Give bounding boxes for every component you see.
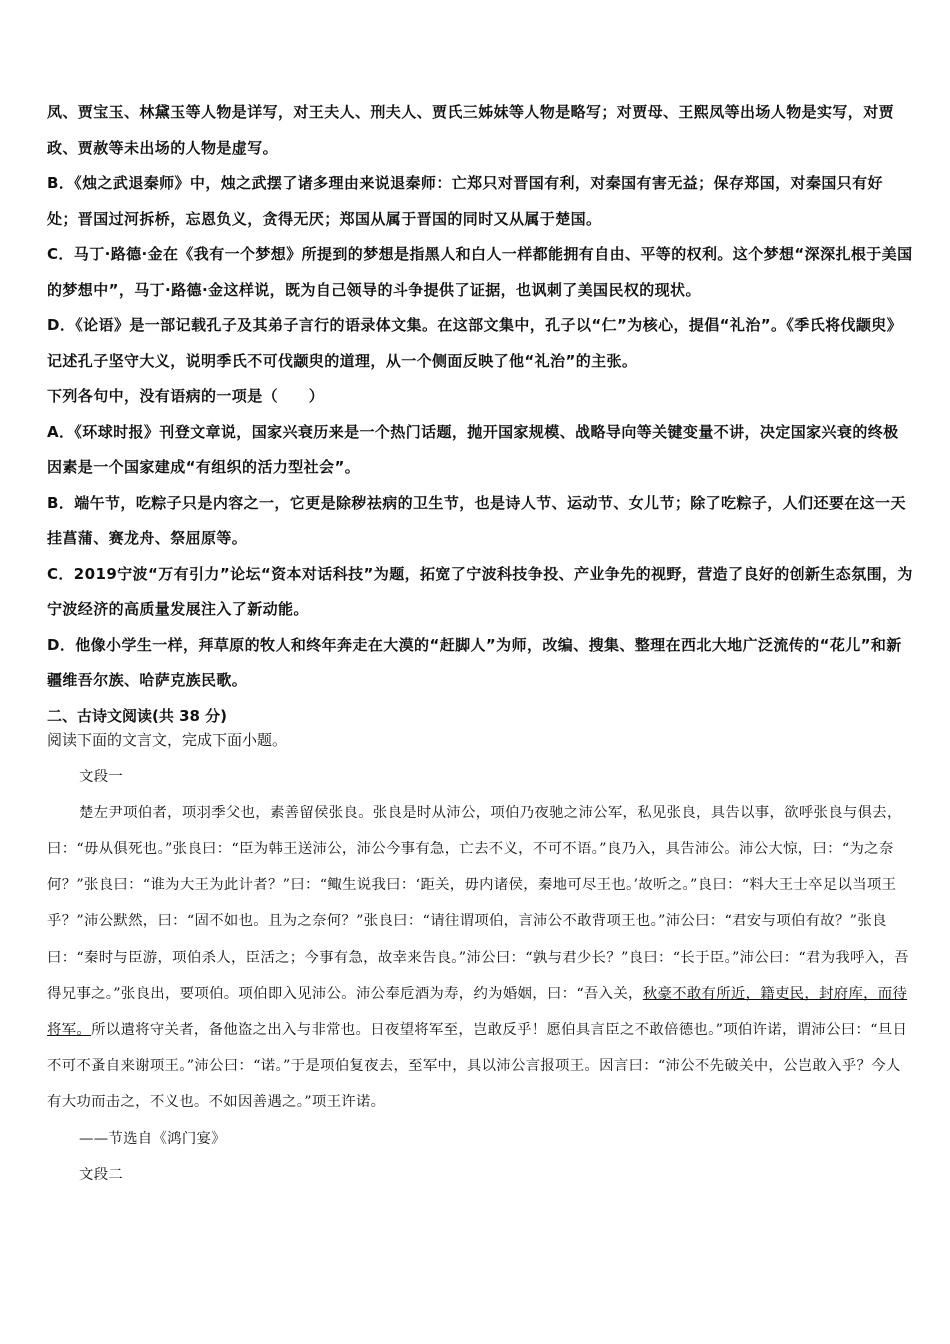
passage-1-source: ——节选自《鸿门宴》: [79, 1130, 226, 1147]
document-page: [47, 0, 913, 1193]
section-2-title: 二、古诗文阅读(共 38 分): [47, 706, 228, 725]
passage-1: [47, 759, 913, 1193]
question-1-option-d: D．《论语》是一部记载孔子及其弟子言行的语录体文集。在这部文集中，孔子以“仁”为核心，提倡“礼治”。《季氏将伐颛臾》记述孔子坚守大义，说明季氏不可伐颛臾的道理，从一个侧面反映了他“礼治”的主张。: [47, 316, 903, 370]
question-2-option-d: D．他像小学生一样，拜草原的牧人和终年奔走在大漠的“赶脚人”为师，改编、搜集、整理在西北大地广泛流传的“花儿”和新疆维吾尔族、哈萨克族民歌。: [47, 635, 902, 689]
question-2-option-c: C．2019宁波“万有引力”论坛“资本对话科技”为题，拓宽了宁波科技争投、产业争先的视野，营造了良好的创新生态氛围，为宁波经济的高质量发展注入了新动能。: [47, 564, 913, 618]
question-1-option-b: B．《烛之武退秦师》中，烛之武摆了诸多理由来说退秦师：亡郑只对晋国有利，对秦国有害无益；保存郑国，对秦国只有好处；晋国过河拆桥，忘恩负义，贪得无厌；郑国从属于晋国的同时又从属于楚国。: [47, 174, 883, 228]
passage-1-text-before: 楚左尹项伯者，项羽季父也，素善留侯张良。张良是时从沛公，项伯乃夜驰之沛公军，私见张良，具告以事，欲呼张良与俱去，曰：“毋从俱死也。”张良曰：“臣为韩王送沛公，沛公今事有急，亡去不义，不可不语。”良乃入，具告沛公。沛公大惊，曰：“为之奈何？”张良曰：“谁为大王为此计者？”曰：“鲰生说我曰：‘距关，毋内诸侯，秦地可尽王也。’故听之。”良曰：“料大王士卒足以当项王乎？”沛公默然，曰：“固不如也。且为之奈何？”张良曰：“请往谓项伯，言沛公不敢背项王也。”沛公曰：“君安与项伯有故？”张良曰：“秦时与臣游，项伯杀人，臣活之；今事有急，故幸来告良。”沛公曰：“孰与君少长？”良曰：“长于臣。”沛公曰：“君为我呼入，吾得兄事之。”张良出，要项伯。项伯即入见沛公。沛公奉卮酒为寿，约为婚姻，曰：“吾入关，: [47, 804, 909, 1002]
question-1-option-continuation: 凤、贾宝玉、林黛玉等人物是详写，对王夫人、刑夫人、贾氏三姊妹等人物是略写；对贾母、王熙凤等出场人物是实写，对贾政、贾赦等未出场的人物是虚写。: [47, 103, 895, 157]
question-2-option-a: A．《环球时报》刊登文章说，国家兴衰历来是一个热门话题，抛开国家规模、战略导向等关键变量不讲，决定国家兴衰的终极因素是一个国家建成“有组织的活力型社会”。: [47, 422, 899, 476]
question-2-stem: 下列各句中，没有语病的一项是（ ）: [47, 387, 325, 405]
passage-2-label: 文段二: [79, 1166, 124, 1183]
question-1-option-c: C．马丁·路德·金在《我有一个梦想》所提到的梦想是指黑人和白人一样都能拥有自由、平等的权利。这个梦想“深深扎根于美国的梦想中”，马丁·路德·金这样说，既为自己领导的斗争提供了证据，也讽刺了美国民权的现状。: [47, 245, 913, 299]
question-2-option-b: B．端午节，吃粽子只是内容之一，它更是除秽祛病的卫生节，也是诗人节、运动节、女儿节；除了吃粽子，人们还要在这一天挂菖蒲、赛龙舟、祭屈原等。: [47, 493, 906, 547]
section-2-instruction: 阅读下面的文言文，完成下面小题。: [47, 730, 288, 749]
passage-1-underlined-sentence: 秋豪不敢有所近，籍吏民，封府库，而待将军。: [47, 985, 908, 1038]
passage-1-text-after: 所以遣将守关者，备他盗之出入与非常也。日夜望将军至，岂敢反乎！愿伯具言臣之不敢倍德也。”项伯许诺，谓沛公曰：“旦日不可不蚤自来谢项王。”沛公曰：“诺。”于是项伯复夜去，至军中，具以沛公言报项王。因言曰：“沛公不先破关中，公岂敢入乎？今人有大功而击之，不义也。不如因善遇之。”项王许诺。: [47, 1021, 908, 1111]
question-1-options: [47, 95, 913, 699]
passage-1-body: [47, 795, 913, 1121]
passage-1-label: 文段一: [79, 768, 124, 785]
